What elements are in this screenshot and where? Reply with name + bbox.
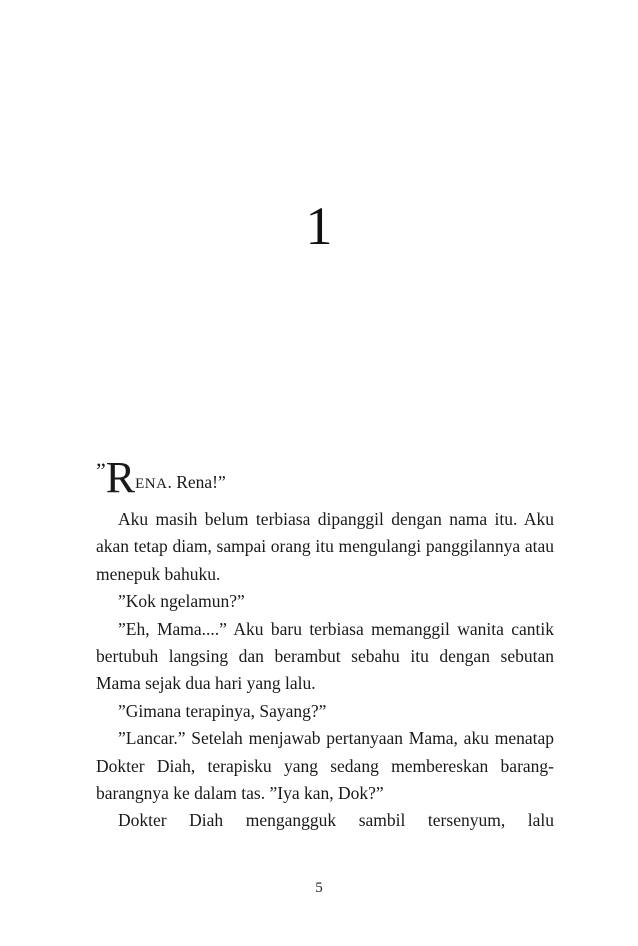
paragraph-2: ”Kok ngelamun?” [118, 591, 245, 612]
smallcaps-text: ENA [135, 476, 168, 492]
chapter-number: 1 [305, 196, 333, 256]
paragraph-6: Dokter Diah mengangguk sambil tersenyum, lalu [118, 810, 554, 831]
body-text [96, 452, 554, 835]
paragraph-1: Aku masih belum terbiasa dipanggil dengan nama itu. Aku akan tetap diam, sampai orang itu mengulangi panggilannya atau menepuk bahuku. [96, 509, 554, 584]
page-number: 5 [315, 880, 323, 896]
opening-quote: ” [96, 458, 106, 483]
paragraph-4: ”Gimana terapinya, Sayang?” [118, 700, 327, 721]
drop-cap: R [105, 453, 136, 502]
paragraph-3: ”Eh, Mama....” Aku baru terbiasa memanggil wanita cantik bertubuh langsing dan berambut sebahu itu dengan sebutan Mama sejak dua hari yang lalu. [96, 618, 554, 694]
paragraph-5: ”Lancar.” Setelah menjawab pertanyaan Mama, aku menatap Dokter Diah, terapisku yang sedang membereskan barang-barangnya ke dalam tas. ”Iya kan, Dok?” [96, 728, 554, 804]
opening-line [96, 452, 554, 503]
opening-rest: . Rena!” [167, 472, 226, 492]
